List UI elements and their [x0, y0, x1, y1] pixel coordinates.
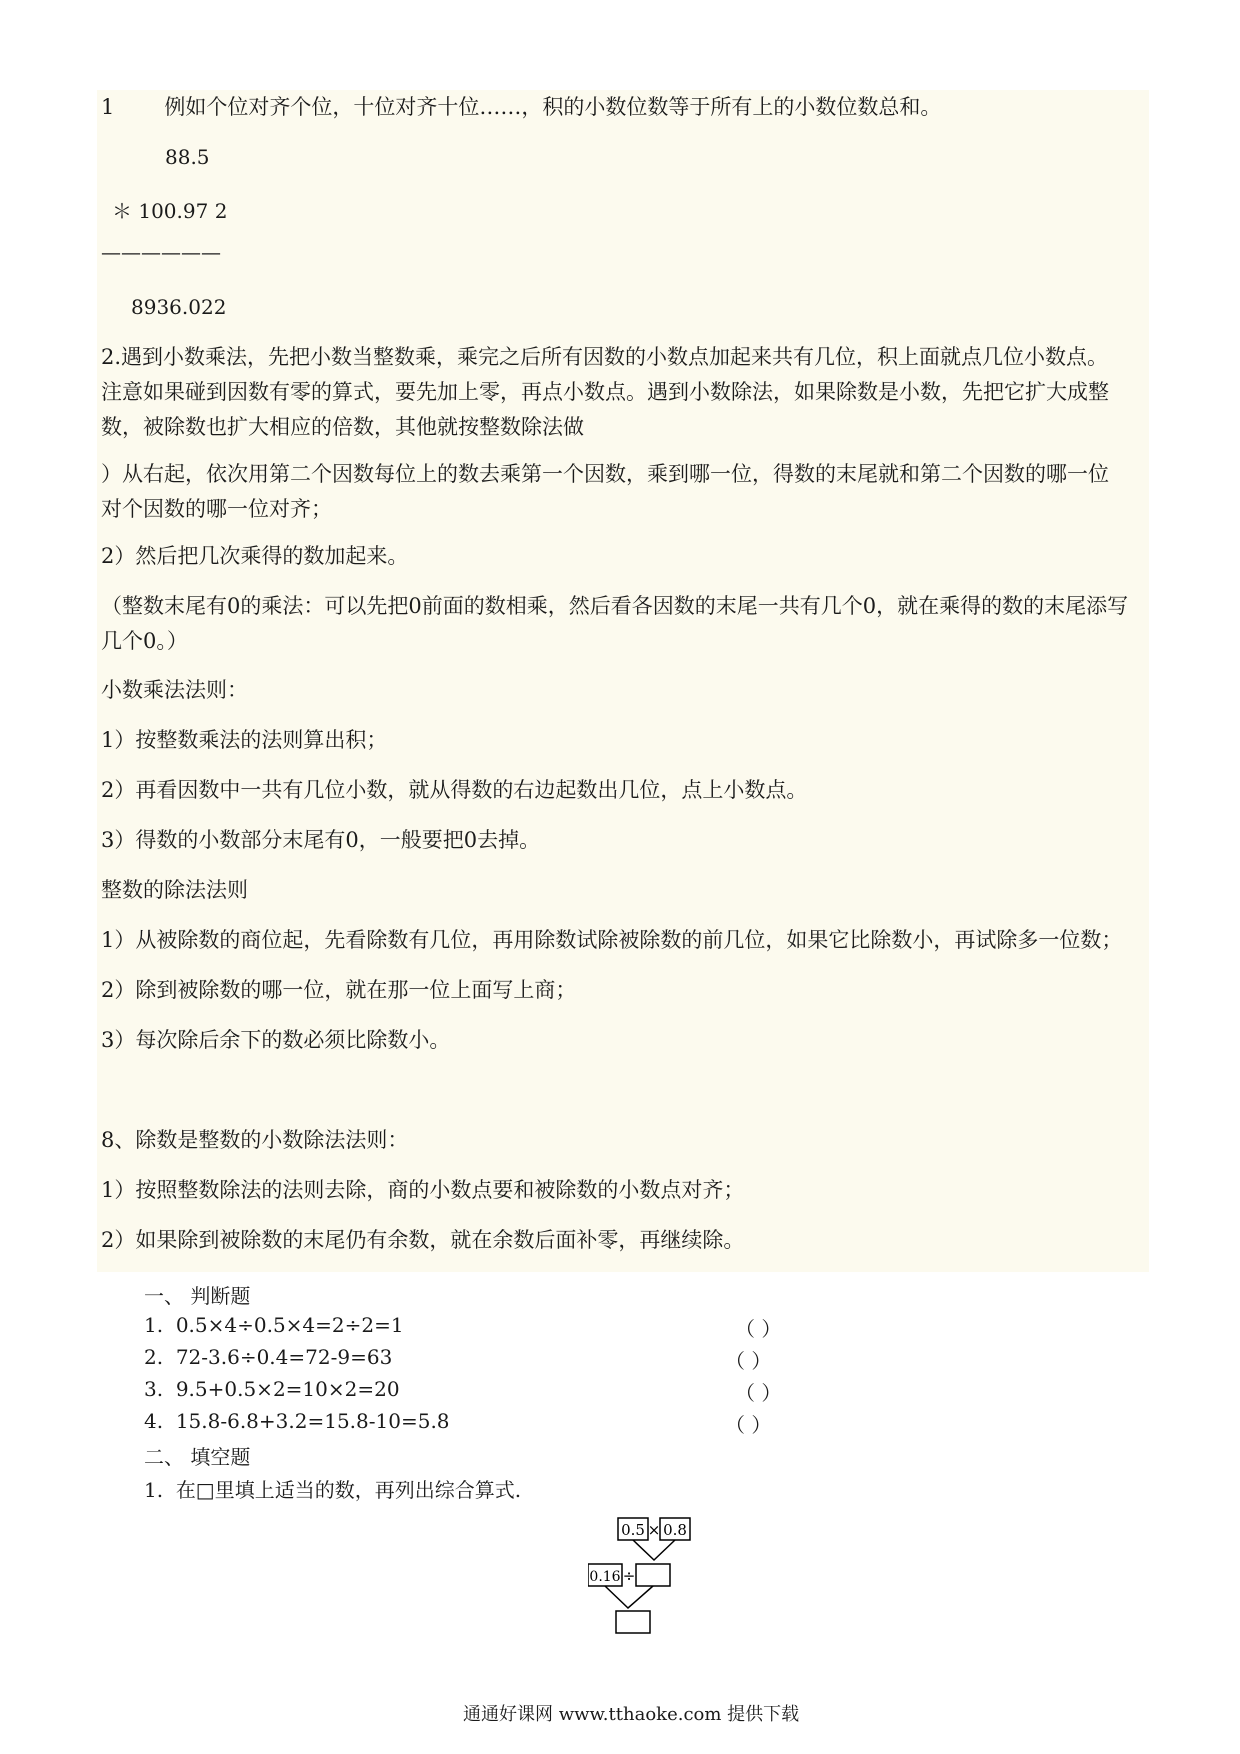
heading-decimal-division: 8、除数是整数的小数除法法则：	[101, 1128, 409, 1152]
box-c-value: 0.16	[589, 1569, 621, 1585]
judge-answer-slot-2[interactable]: （ ）	[725, 1349, 772, 1373]
judge-answer-slot-4[interactable]: （ ）	[725, 1413, 772, 1437]
para-5-line-1: （整数末尾有0的乘法：可以先把0前面的数相乘，然后看各因数的末尾一共有几个0，就在乘得的数的末尾添写	[101, 594, 1129, 618]
fill-question-1	[144, 1474, 521, 1503]
notes-panel	[97, 90, 1149, 1272]
box-b-value: 0.8	[663, 1521, 687, 1539]
judge-answer-slot-3[interactable]: （ ）	[735, 1381, 782, 1405]
integer-div-rule-3: 3）每次除后余下的数必须比除数小。	[101, 1028, 451, 1052]
page-footer: 通通好课网 www.tthaoke.com 提供下载	[463, 1704, 800, 1725]
heading-integer-division: 整数的除法法则	[101, 878, 248, 902]
judge-answer-slot-1[interactable]: （ ）	[735, 1317, 782, 1341]
calc-rule-line: ——————	[101, 240, 221, 264]
merge-lines-bottom	[605, 1586, 653, 1608]
judge-item-expression: 9.5+0.5×2=10×2=20	[175, 1377, 400, 1401]
judge-item-expression: 72-3.6÷0.4=72-9=63	[175, 1345, 393, 1369]
section-1-title: 一、 判断题	[144, 1284, 251, 1308]
para-5-line-2: 几个0。）	[101, 629, 188, 653]
decimal-mult-rule-3: 3）得数的小数部分末尾有0，一般要把0去掉。	[101, 828, 541, 852]
note-line-1-number: 1	[101, 95, 115, 119]
judge-item-expression: 0.5×4÷0.5×4=2÷2=1	[175, 1313, 404, 1337]
divide-operator: ÷	[622, 1567, 636, 1585]
para-3-line-1: ）从右起，依次用第二个因数每位上的数去乘第一个因数，乘到哪一位，得数的末尾就和第二个因数的哪一位	[101, 462, 1109, 486]
fill-question-number: 1.	[144, 1478, 164, 1502]
box-a-value: 0.5	[621, 1521, 645, 1539]
blank-box-middle[interactable]	[636, 1564, 670, 1586]
judge-item-number: 3.	[144, 1377, 164, 1401]
note-line-1	[101, 92, 941, 122]
calculation-flow-diagram	[588, 1516, 708, 1636]
calc-multiplier: ＊ 100.97 2	[112, 199, 228, 223]
box-b	[660, 1518, 690, 1540]
calc-result: 8936.022	[131, 295, 227, 319]
integer-div-rule-2: 2）除到被除数的哪一位，就在那一位上面写上商；	[101, 978, 577, 1002]
note-line-1-text: 例如个位对齐个位，十位对齐十位……，积的小数位数等于所有上的小数位数总和。	[164, 95, 942, 119]
section-2-title: 二、 填空题	[144, 1445, 251, 1469]
box-a	[618, 1518, 648, 1540]
judge-item-number: 2.	[144, 1345, 164, 1369]
para-4: 2）然后把几次乘得的数加起来。	[101, 544, 409, 568]
integer-div-rule-1: 1）从被除数的商位起，先看除数有几位，再用除数试除被除数的前几位，如果它比除数小，再试除多一位数；	[101, 928, 1123, 952]
blank-box-result[interactable]	[616, 1611, 650, 1633]
box-c	[588, 1564, 622, 1586]
judge-item-number: 1.	[144, 1313, 164, 1337]
para-3-line-2: 对个因数的哪一位对齐；	[101, 497, 332, 521]
decimal-div-rule-2: 2）如果除到被除数的末尾仍有余数，就在余数后面补零，再继续除。	[101, 1228, 745, 1252]
para-2-line-1: 2.遇到小数乘法，先把小数当整数乘，乘完之后所有因数的小数点加起来共有几位，积上面就点几位小数点。	[101, 345, 1109, 369]
calc-multiplicand: 88.5	[165, 145, 210, 169]
merge-lines-top	[633, 1540, 675, 1560]
judge-item-3	[144, 1377, 400, 1401]
decimal-mult-rule-1: 1）按整数乘法的法则算出积；	[101, 728, 388, 752]
para-2-line-2: 注意如果碰到因数有零的算式，要先加上零，再点小数点。遇到小数除法，如果除数是小数，先把它扩大成整	[101, 380, 1109, 404]
decimal-div-rule-1: 1）按照整数除法的法则去除，商的小数点要和被除数的小数点对齐；	[101, 1178, 745, 1202]
judge-item-number: 4.	[144, 1409, 164, 1433]
judge-item-1	[144, 1313, 404, 1337]
decimal-mult-rule-2: 2）再看因数中一共有几位小数，就从得数的右边起数出几位，点上小数点。	[101, 778, 808, 802]
judge-item-4	[144, 1409, 450, 1433]
para-2-line-3: 数，被除数也扩大相应的倍数，其他就按整数除法做	[101, 415, 584, 439]
heading-decimal-multiplication: 小数乘法法则：	[101, 678, 248, 702]
multiply-operator: ×	[647, 1521, 661, 1539]
judge-item-expression: 15.8-6.8+3.2=15.8-10=5.8	[175, 1409, 450, 1433]
fill-question-text: 在□里填上适当的数，再列出综合算式.	[175, 1478, 522, 1502]
judge-item-2	[144, 1345, 392, 1369]
